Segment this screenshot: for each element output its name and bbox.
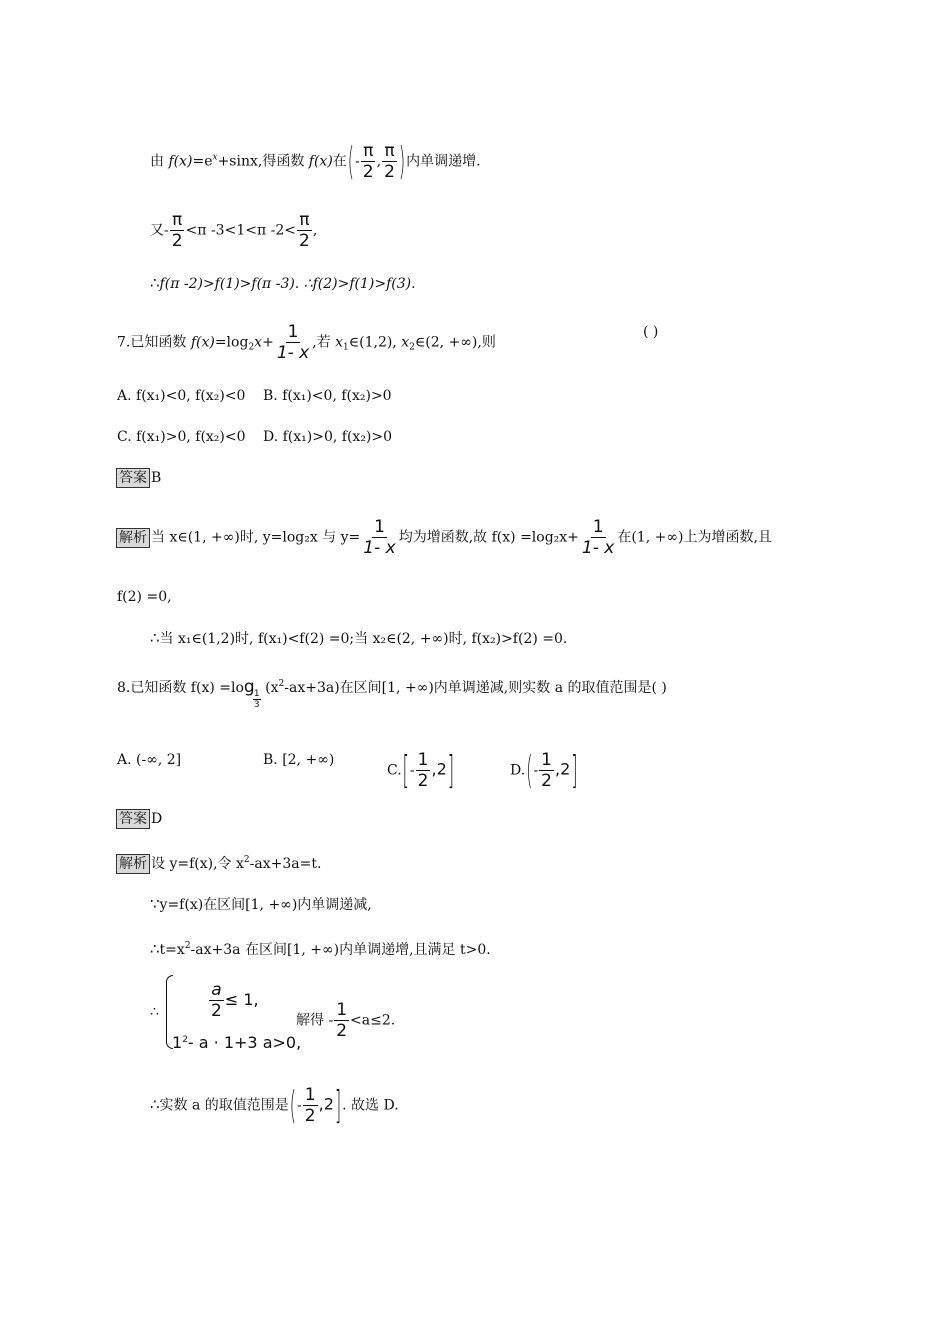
text: f(x) [168,153,193,170]
q7-option-b: B. f(x₁)<0, f(x₂)>0 [263,388,392,404]
text: 2 [243,855,250,865]
log-base-fraction [253,689,261,710]
log-g [243,677,260,710]
text: =log [214,334,249,351]
answer-tag: 答案 [116,809,150,829]
answer-value: D [151,811,163,827]
text: + [262,334,274,351]
text: x [335,334,344,351]
prev-line-1 [150,137,481,184]
therefore-symbol: ∴ [150,629,160,647]
right-paren: ) [398,137,406,184]
text: 均为增函数,故 f(x) =log₂x+ [398,529,579,546]
denominator: 2 [417,771,429,791]
denominator: 2 [304,1106,316,1126]
text: , [376,153,382,170]
q8-analysis-line-2 [150,894,372,915]
denominator: 2 [298,231,310,251]
numerator: π [299,210,310,230]
text: -ax+3a 在区间[1, +∞)内单调递增,且满足 t>0. [190,942,491,958]
text: -ax+3a=t. [249,856,322,872]
text: 内单调递增. [406,153,481,170]
right-bracket: ] [571,746,578,793]
q7-analysis-line-3 [150,628,567,649]
q7-answer [116,468,161,488]
text: 7.已知函数 [117,334,191,351]
text: 在(1, +∞)上为增函数,且 [617,529,772,546]
text: -ax+3a)在区间[1, +∞)内单调递减,则实数 a 的取值范围是( ) [284,680,667,696]
numerator: a [211,980,222,1000]
fraction [209,980,224,1021]
text: x [254,334,263,351]
text: +sinx,得函数 [217,153,309,170]
q8-option-a: A. (-∞, 2] [117,752,182,768]
system-line-1 [208,980,259,1021]
denominator: 2 [171,231,183,251]
q7-analysis-line-2: f(2) =0, [117,589,172,605]
text: 8.已知函数 f(x) =lo [117,680,244,696]
q8-stem [117,674,667,710]
text: ≤ 1, [224,990,259,1009]
minus-sign: - [533,762,539,779]
text: 1 [343,342,349,353]
fraction [334,1000,349,1041]
text: 由 [150,153,169,170]
numerator: 1 [304,1085,316,1105]
answer-value: B [151,470,162,486]
q8-option-c [387,746,455,793]
text: 2 [184,941,191,951]
q8-option-d [510,746,579,793]
numerator: π [172,210,183,230]
numerator: 1 [287,322,299,342]
text: ,2 [555,759,571,779]
text: g [243,677,255,697]
text: x [212,152,218,163]
answer-tag: 答案 [116,468,150,488]
denominator: 2 [336,1021,348,1041]
q7-option-c: C. f(x₁)>0, f(x₂)<0 [117,429,246,445]
fraction [382,141,397,182]
denominator: 1- x [581,538,615,558]
denominator: 1- x [276,343,310,363]
minus-sign: - [355,153,360,170]
text: 2 [248,342,255,353]
numerator: 1 [336,1000,348,1020]
text: <π -3<1<π -2< [185,222,296,239]
analysis-tag: 解析 [116,854,150,874]
q8-analysis-line-3 [150,936,491,960]
because-symbol: ∵ [150,895,160,913]
text: 1 [172,1033,183,1052]
therefore-symbol: ∴ [150,274,160,292]
text: x [401,334,410,351]
text: ,2 [318,1094,334,1114]
denominator: 1- x [363,538,396,558]
denominator: 2 [384,162,395,182]
text: f(x) [190,334,215,351]
left-paren: ( [526,746,533,793]
q7-option-d: D. f(x₁)>0, f(x₂)>0 [263,429,393,445]
text: ∈(2, +∞),则 [414,334,496,351]
text: f(x) [308,153,333,170]
denominator: 3 [253,700,260,710]
fraction [580,517,616,558]
therefore-symbol: ∴ [150,1095,160,1114]
text: (x [260,680,279,696]
text: ,2 [431,759,447,779]
therefore-symbol: ∴ [150,940,160,958]
q7-option-a: A. f(x₁)<0, f(x₂)<0 [117,388,246,404]
numerator: π [363,141,374,161]
analysis-tag: 解析 [116,528,150,548]
q7-answer-blank: ( ) [643,324,659,340]
left-paren: ( [347,137,355,184]
text: , [312,222,318,239]
text: t=x [159,942,185,958]
right-bracket: ] [447,746,454,793]
numerator: 1 [253,689,260,699]
minus-sign: - [297,1097,302,1114]
text: 实数 a 的取值范围是 [159,1097,289,1114]
text: <a≤2. [350,1012,396,1029]
text: =e [192,153,213,170]
q8-analysis-line-1 [116,850,321,874]
minus-sign: - [409,762,415,779]
denominator: 2 [362,162,374,182]
text: f(π -2)>f(1)>f(π -3). ∴f(2)>f(1)>f(3). [159,276,416,292]
q7-stem [117,322,496,363]
fraction [361,517,397,558]
left-bracket: [ [402,746,409,793]
fraction [303,1085,318,1126]
text: 2 [182,1035,188,1045]
solve-result [296,1000,395,1041]
prev-line-2 [150,210,317,251]
fraction [275,322,311,363]
fraction [170,210,185,251]
left-paren: ( [289,1081,297,1128]
numerator: 1 [417,750,429,770]
q8-option-b: B. [2, +∞) [263,752,335,768]
numerator: π [384,141,395,161]
text: 2 [409,342,415,353]
denominator: 2 [211,1001,222,1021]
text: 2 [278,679,285,689]
text: D. [510,762,526,779]
fraction [539,750,554,791]
fraction [361,141,376,182]
text: - a · 1+3 a>0, [187,1033,302,1052]
text: ,若 [312,334,336,351]
system-line-2 [172,1030,301,1053]
right-bracket: ] [334,1081,342,1128]
text: 又 [150,222,164,239]
text: 设 y=f(x),令 x [151,856,244,872]
text: 当 x₁∈(1,2)时, f(x₁)<f(2) =0;当 x₂∈(2, +∞)时, f(x₂)>f(2) =0. [159,631,568,647]
text: C. [387,762,402,779]
text: y=f(x)在区间[1, +∞)内单调递减, [159,897,372,913]
text: . 故选 D. [342,1097,399,1114]
q8-answer [116,809,162,829]
fraction [297,210,312,251]
prev-line-3 [150,273,416,294]
denominator: 2 [541,771,552,791]
numerator: 1 [374,517,385,537]
q7-analysis-line-1 [116,517,772,558]
fraction [416,750,431,791]
text: 当 x∈(1, +∞)时, y=log₂x 与 y= [151,529,361,546]
therefore-symbol: ∴ [150,1004,159,1020]
numerator: 1 [592,517,604,537]
text: 在 [332,153,347,170]
text: ∈(1,2), [348,334,402,351]
q8-conclusion [150,1081,399,1128]
text: 解得 - [296,1012,334,1029]
numerator: 1 [541,750,552,770]
minus-sign: - [164,222,169,239]
